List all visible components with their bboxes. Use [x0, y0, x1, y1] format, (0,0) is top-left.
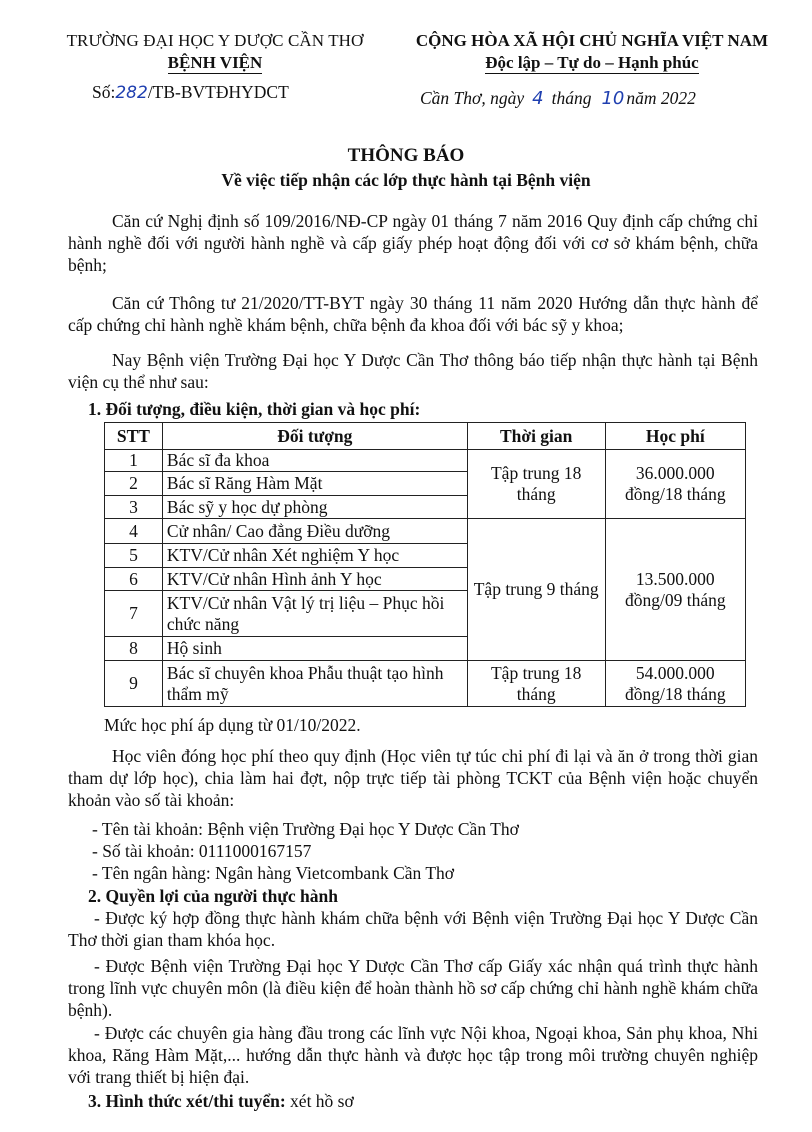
header-stt: STT — [105, 423, 163, 450]
section-3-value: xét hồ sơ — [285, 1091, 354, 1111]
department-name: BỆNH VIỆN — [167, 53, 263, 72]
fee-effective-note: Mức học phí áp dụng từ 01/10/2022. — [104, 715, 361, 735]
cell-target: Bác sỹ y học dự phòng — [162, 496, 467, 519]
cell-stt: 5 — [105, 544, 163, 568]
cell-target: Bác sĩ chuyên khoa Phẫu thuật tạo hình thẩm mỹ — [162, 661, 467, 707]
cell-target: Bác sĩ đa khoa — [162, 450, 467, 472]
fees-table — [104, 422, 746, 707]
table-row — [105, 450, 746, 472]
benefit-item-2: - Được Bệnh viện Trường Đại học Y Dược Cần Thơ cấp Giấy xác nhận quá trình thực hành trong lĩnh vực chuyên môn (là điều kiện để hoàn thành hồ sơ cấp chứng chỉ hành nghề khám chữa bệnh). — [68, 956, 758, 1020]
cell-stt: 4 — [105, 519, 163, 544]
document-subtitle: Về việc tiếp nhận các lớp thực hành tại Bệnh viện — [221, 170, 591, 190]
section-2-heading: 2. Quyền lợi của người thực hành — [88, 886, 338, 906]
header-duration: Thời gian — [467, 423, 605, 450]
header-fee: Học phí — [605, 423, 745, 450]
cell-stt: 1 — [105, 450, 163, 472]
paragraph-announcement: Nay Bệnh viện Trường Đại học Y Dược Cần Thơ thông báo tiếp nhận thực hành tại Bệnh viện cụ thể như sau: — [68, 350, 758, 392]
cell-duration: Tập trung 9 tháng — [467, 519, 605, 661]
document-number: Số:282/TB-BVTĐHYDCT — [92, 82, 289, 103]
cell-target: Bác sĩ Răng Hàm Mặt — [162, 472, 467, 496]
section-1-heading: 1. Đối tượng, điều kiện, thời gian và học phí: — [88, 399, 421, 419]
header-left — [40, 30, 390, 74]
cell-fee: 36.000.000 đồng/18 tháng — [605, 450, 745, 519]
cell-target: KTV/Cử nhân Hình ảnh Y học — [162, 568, 467, 591]
cell-stt: 6 — [105, 568, 163, 591]
section-3-heading: 3. Hình thức xét/thi tuyển: xét hồ sơ — [88, 1091, 354, 1111]
national-motto: Độc lập – Tự do – Hạnh phúc — [485, 53, 699, 72]
nation-title: CỘNG HÒA XÃ HỘI CHỦ NGHĨA VIỆT NAM — [415, 31, 769, 50]
table-header-row — [105, 423, 746, 450]
cell-stt: 2 — [105, 472, 163, 496]
cell-target: KTV/Cử nhân Xét nghiệm Y học — [162, 544, 467, 568]
table-row — [105, 661, 746, 707]
benefit-item-3: - Được các chuyên gia hàng đầu trong các lĩnh vực Nội khoa, Ngoại khoa, Sản phụ khoa, Nhi khoa, Răng Hàm Mặt,... hướng dẫn thực hành và được học tập trong môi trường chuyên nghiệp với trang thiết bị hiện đại. — [68, 1023, 758, 1087]
cell-target: KTV/Cử nhân Vật lý trị liệu – Phục hồi chức năng — [162, 591, 467, 637]
account-number-item: - Số tài khoản: 0111000167157 — [92, 841, 312, 861]
table-row — [105, 519, 746, 544]
cell-stt: 3 — [105, 496, 163, 519]
handwritten-month: 10 — [601, 88, 625, 109]
cell-stt: 8 — [105, 637, 163, 661]
cell-duration: Tập trung 18 tháng — [467, 661, 605, 707]
organization-name: TRƯỜNG ĐẠI HỌC Y DƯỢC CẦN THƠ — [66, 31, 364, 50]
bank-name-item: - Tên ngân hàng: Ngân hàng Vietcombank Cần Thơ — [92, 863, 455, 883]
benefit-item-1: - Được ký hợp đồng thực hành khám chữa bệnh với Bệnh viện Trường Đại học Y Dược Cần Thơ thời gian tham khóa học. — [68, 908, 758, 950]
cell-duration: Tập trung 18 tháng — [467, 450, 605, 519]
paragraph-legal-basis-2: Căn cứ Thông tư 21/2020/TT-BYT ngày 30 tháng 11 năm 2020 Hướng dẫn thực hành để cấp chứng chỉ hành nghề khám bệnh, chữa bệnh đa khoa đối với bác sỹ y khoa; — [68, 293, 758, 335]
cell-stt: 9 — [105, 661, 163, 707]
document-date: Cần Thơ, ngày 4 tháng 10 năm 2022 — [420, 88, 696, 109]
header-right — [392, 30, 792, 74]
handwritten-number: 282 — [115, 83, 148, 103]
cell-fee: 54.000.000 đồng/18 tháng — [605, 661, 745, 707]
account-name-item: - Tên tài khoản: Bệnh viện Trường Đại học Y Dược Cần Thơ — [92, 819, 519, 839]
cell-stt: 7 — [105, 591, 163, 637]
handwritten-day: 4 — [532, 88, 544, 109]
paragraph-legal-basis-1: Căn cứ Nghị định số 109/2016/NĐ-CP ngày 01 tháng 7 năm 2016 Quy định cấp chứng chỉ hành nghề đối với người hành nghề và cấp giấy phép hoạt động đối với cơ sở khám bệnh, chữa bệnh; — [68, 211, 758, 275]
cell-fee: 13.500.000 đồng/09 tháng — [605, 519, 745, 661]
cell-target: Hộ sinh — [162, 637, 467, 661]
header-target: Đối tượng — [162, 423, 467, 450]
paragraph-payment: Học viên đóng học phí theo quy định (Học viên tự túc chi phí đi lại và ăn ở trong thời gian tham dự lớp học), chia làm hai đợt, nộp trực tiếp tài phòng TCKT của Bệnh viện hoặc chuyển khoản vào số tài khoản: — [68, 746, 758, 810]
document-title: THÔNG BÁO — [347, 145, 465, 166]
cell-target: Cử nhân/ Cao đẳng Điều dưỡng — [162, 519, 467, 544]
